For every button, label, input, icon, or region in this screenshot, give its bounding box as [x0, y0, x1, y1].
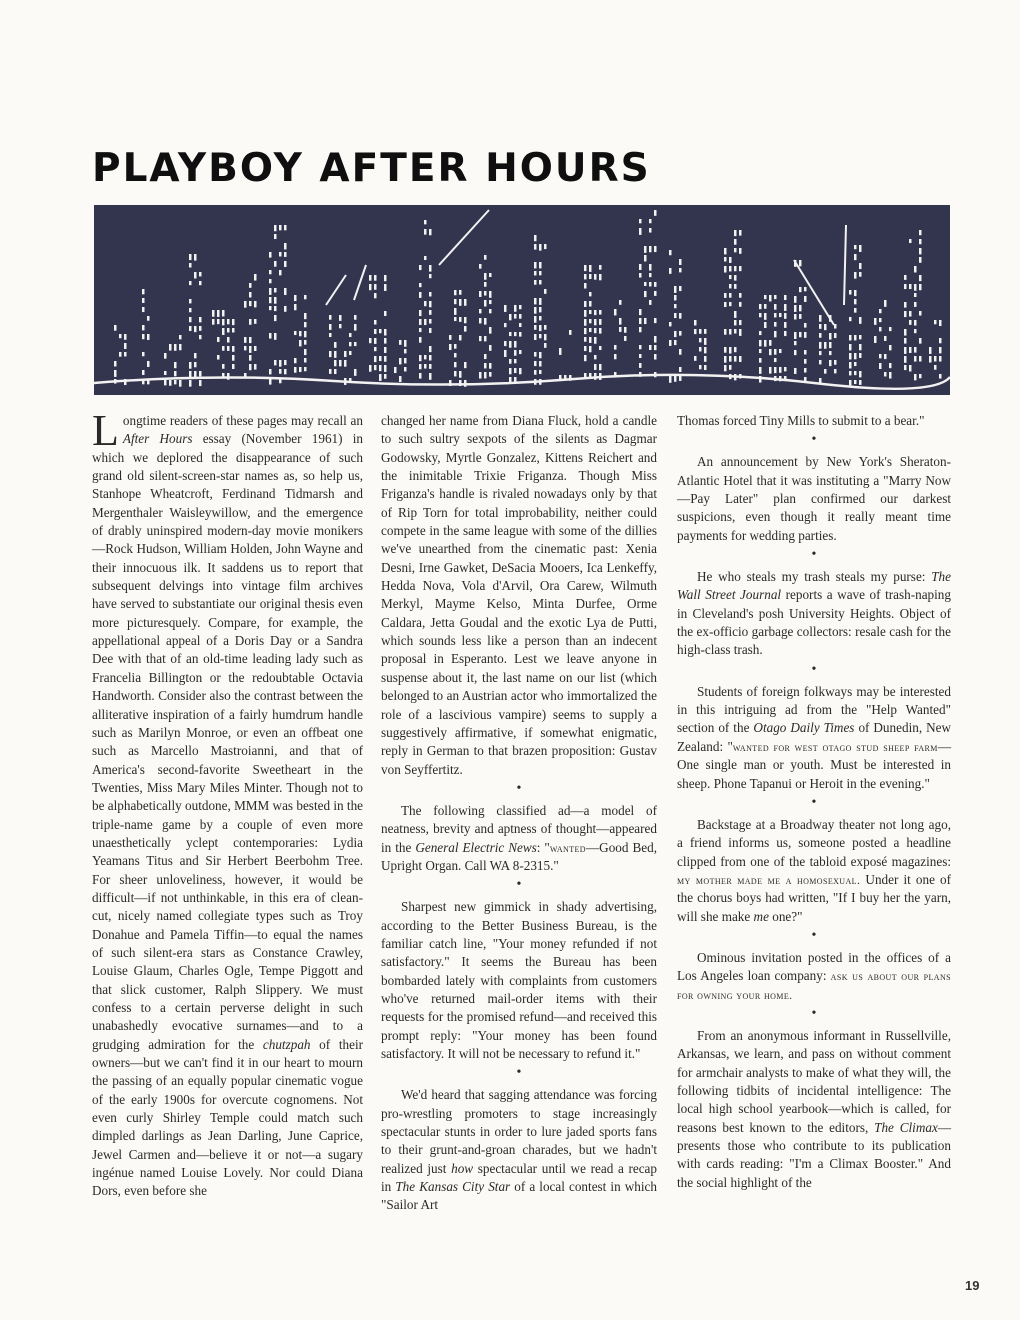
- skyline-illustration: [94, 205, 950, 395]
- separator-bullet: •: [811, 432, 817, 448]
- paragraph: An announcement by New York's Sheraton-Atlantic Hotel that it was instituting a "Marry Now—Pay Later" plan confirmed our darkest suspicions, even though it really meant time payments for wedding parties.: [677, 454, 951, 543]
- column-1: [92, 406, 364, 1201]
- separator-bullet: •: [811, 547, 817, 563]
- page-number: 19: [965, 1278, 980, 1293]
- separator-bullet: •: [811, 1005, 817, 1021]
- separator-bullet: •: [516, 1065, 522, 1081]
- separator-bullet: •: [516, 780, 522, 796]
- paragraph: He who steals my trash steals my purse: The Wall Street Journal reports a wave of trash-naping in Cleveland's posh University Heights. Object of the ex-officio garbage collectors: resale cash for the high-class trash.: [677, 569, 951, 658]
- paragraph: Backstage at a Broadway theater not long ago, a friend informs us, someone posted a headline clipped from one of the tabloid exposé magazines: my mother made me a homosexual. Under it one of the chorus boys had written, "If I buy her the yarn, will she make me one?": [677, 816, 951, 924]
- paragraph: The following classified ad—a model of neatness, brevity and aptness of thought—appeared in the General Electric News: "wanted—Good Bed, Upright Organ. Call WA 8-2315.": [381, 802, 657, 873]
- paragraph: Students of foreign folkways may be interested in this intriguing ad from the "Help Wanted" section of the Otago Daily Times of Dunedin, New Zealand: "wanted for west otago stud sheep farm—One single man or youth. Must be interested in sheep. Phone Tapanui or Heroit in the evening.": [677, 683, 952, 791]
- paragraph: Thomas forced Tiny Mills to submit to a bear.": [677, 413, 925, 428]
- separator-bullet: •: [811, 794, 817, 810]
- separator-bullet: •: [516, 877, 522, 893]
- skyline-lights: [94, 210, 950, 389]
- column-3: [677, 412, 951, 1192]
- paragraph: From an anonymous informant in Russellville, Arkansas, we learn, and pass on without comment for armchair analysts to make of what they will, the following tidbits of incidental intelligence: The local high school yearbook—which is called, for reasons best known to the editors, The Climax—presents those who contribute to its publication with cards reading: "I'm a Climax Booster." And the social highlight of the: [677, 1027, 951, 1190]
- page-title: PLAYBOY AFTER HOURS: [92, 146, 651, 191]
- paragraph: We'd heard that sagging attendance was forcing pro-wrestling promoters to stage increasingly spectacular stunts in order to lure jaded sports fans to their grunt-and-groan charades, but we hadn't realized just how spectacular until we read a recap in The Kansas City Star of a local contest in which "Sailor Art: [381, 1087, 658, 1213]
- city-skyline-graphic: [94, 205, 950, 395]
- paragraph: changed her name from Diana Fluck, hold a candle to such sultry sexpots of the silents as Dagmar Godowsky, Myrtle Gonzalez, Kittens Reichert and the inimitable Trixie Friganza. Though Miss Friganza's handle is rivaled nowadays only by that of Rip Torn for total improbability, neither could compete in the same league with some of the dillies we've unearthed from the cinematic past: Xenia Desni, Irne Gawket, DeSacia Mooers, Ica Lenkeffy, Hedda Nova, Vola d'Arvil, Ora Carew, Wilmuth Merkyl, Mayme Kelso, Minta Durfee, Orme Caldara, Jetta Goudal and the exotic Lya de Putti, which sounds less like a person than an indecent proposal in Esperanto. Lest we leave anyone in suspense about it, the last name on our list (which belonged to an Austrian actor who immortalized the role of a lascivious vampire) seems to supply a suggestively affirmative, if somewhat enigmatic, reply in German to that brazen proposition: Gustav von Seyffertitz.: [381, 413, 657, 777]
- separator-bullet: •: [811, 661, 817, 677]
- paragraph: Longtime readers of these pages may recall an After Hours essay (November 1961) in which we deplored the disappearance of such grand old silent-screen-star names as, so help us, Stanhope Wheatcroft, Ferdinand Tidmarsh and Mergenthaler Waisleywillow, and the emergence of drably uninspired modern-day movie monikers—Rock Hudson, William Holden, John Wayne and their innocuous ilk. It saddens us to report that subsequent delvings into vintage film archives have served to substantiate our original thesis even more picturesquely. Compare, for example, the appellational appeal of a Doris Day or a Sandra Dee with that of an old-time leading lady such as Francelia Billington or the redoubtable Octavia Handworth. Consider also the contrast between the alliterative inspiration of a fairly humdrum handle such as Marilyn Monroe, or even an offbeat one such as Marcello Mastroianni, and that of America's second-favorite Sweetheart in the Twenties, Miss Mary Miles Minter. Though not to be alphabetically outdone, MMM was bested in the triple-name game by a couple of even more unaesthetically yclept contemporaries: Lydia Yeamans Titus and Sir Herbert Beerbohm Tree. For sheer unloveliness, however, it would be difficult—if not unthinkable, in this era of clean-cut, nicely named collegiate types such as Troy Donahue and Pamela Tiffin—to equal the names of such silent-era stars as Constance Crawley, Louise Glaum, Charles Ogle, Tempe Piggott and that slick customer, Ralph Slippery. We must confess to a certain perverse delight in such unabashedly evocative surnames—and to a grudging admiration for the chutzpah of their owners—but we can't find it in our heart to mourn the passing of an equally popular cinematic vogue of the early 1900s for overcute cognomens. Not even curly Shirley Temple could match such dimpled darlings as Jean Darling, June Caprice, Jewel Carmen and—believe it or not—a sugary ingénue named Louise Lovely. Nor could Diana Dors, even before she: [92, 406, 364, 1199]
- column-2: [381, 412, 657, 1215]
- drop-cap: L: [92, 406, 119, 455]
- paragraph: Sharpest new gimmick in shady advertising, according to the Better Business Bureau, is the familiar catch line, "Your money refunded if not satisfactory." It seems the Bureau has been bombarded lately with complaints from customers who've returned mail-order items with their requests for the promised refund—and received this prompt reply: "Your money has been found satisfactory. It will not be necessary to refund it.": [381, 899, 657, 1061]
- separator-bullet: •: [811, 927, 817, 943]
- paragraph: Ominous invitation posted in the offices of a Los Angeles loan company: ask us about our plans for owning your home.: [677, 949, 951, 1002]
